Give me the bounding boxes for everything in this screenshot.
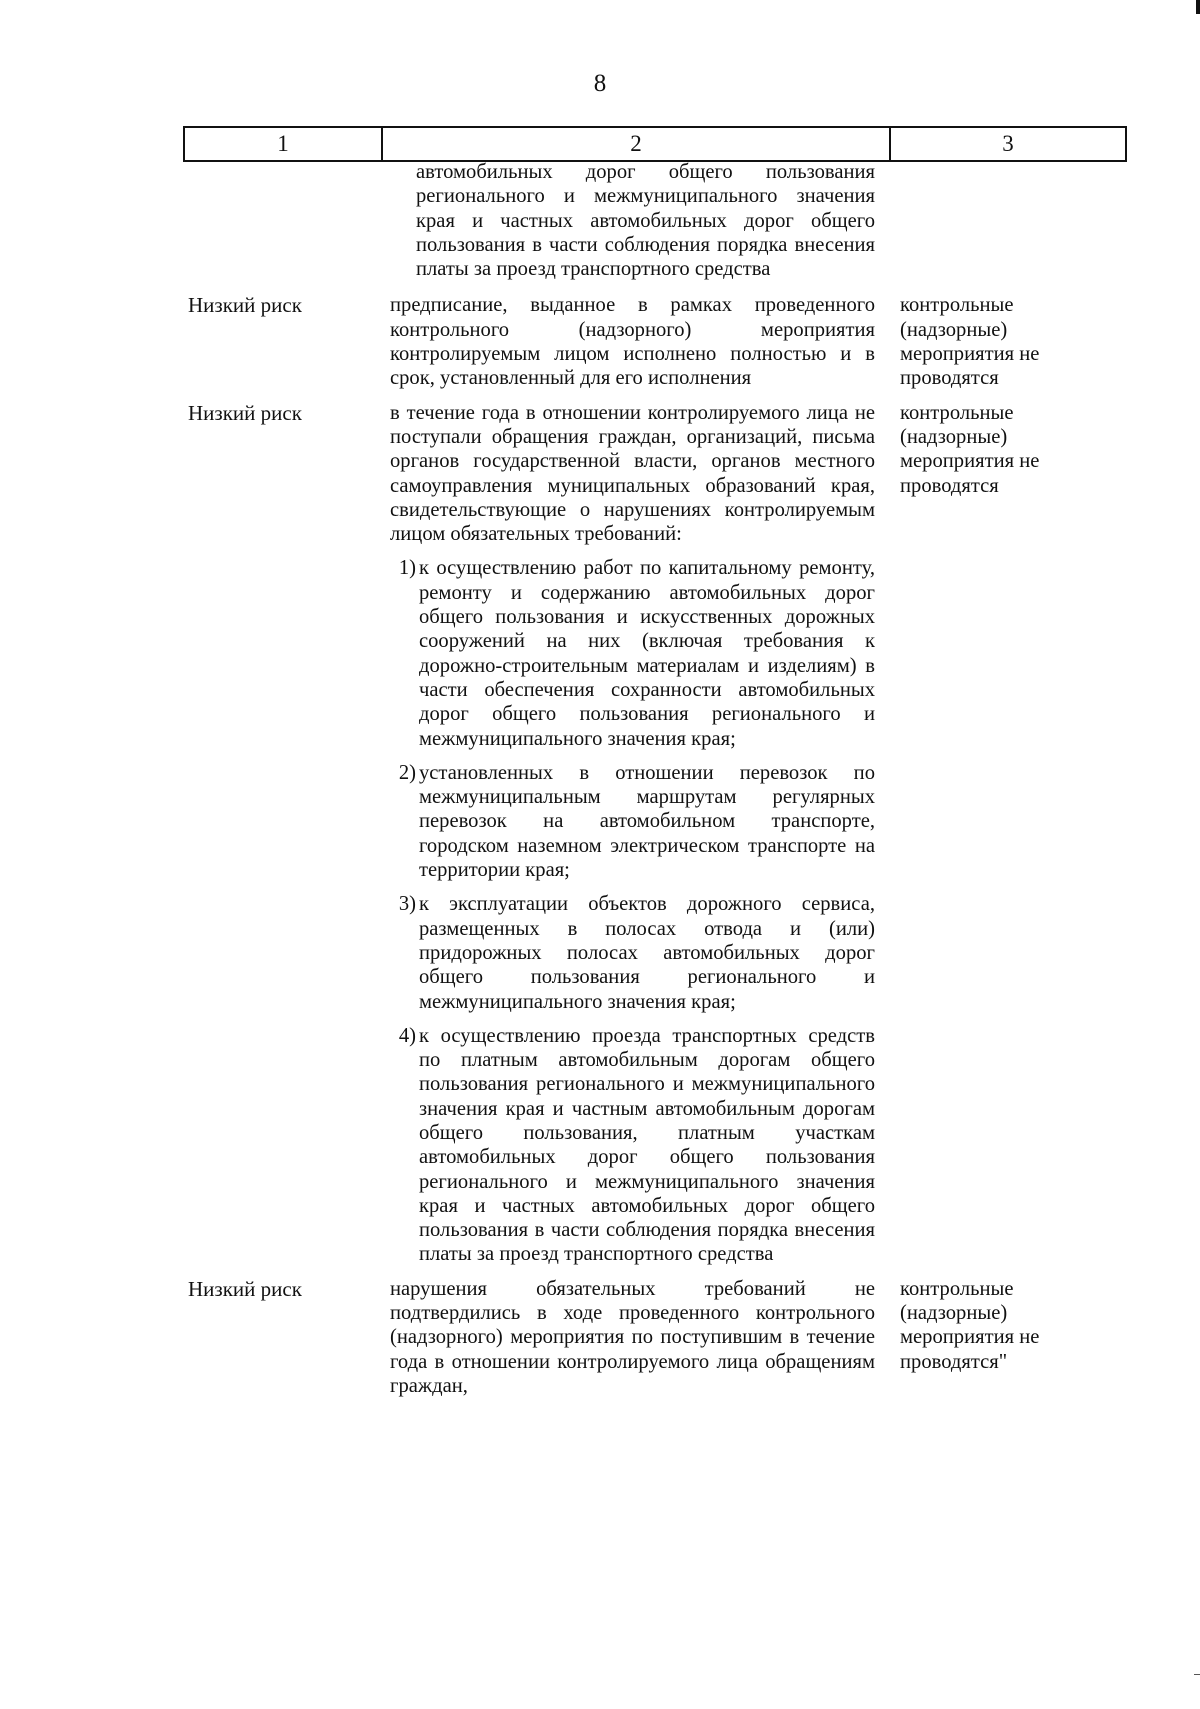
page-number: 8 xyxy=(593,70,607,97)
table-row xyxy=(0,1277,1200,1398)
criteria-cell xyxy=(390,401,875,1267)
scan-edge-dash xyxy=(1194,1674,1200,1675)
list-item-text: к осуществлению работ по капитальному ремонту, ремонту и содержанию автомобильных дорог общего пользования и искусственных дорожных сооружений на них (включая требования к дорожно-строительным материалам и изделиям) в части обеспечения сохранности автомобильных дорог общего пользования регионального и межмуниципального значения края; xyxy=(419,557,875,750)
table-header-col-2: 2 xyxy=(383,128,891,160)
list-item xyxy=(390,892,875,1013)
list-item-number: 1) xyxy=(398,557,416,580)
scan-edge-mark xyxy=(1196,0,1200,14)
list-item-text: к осуществлению проезда транспортных средств по платным автомобильным дорогам общего пользования регионального и межмуниципального значения края и частным автомобильным дорогам общего пользования, платным участкам автомобильных дорог общего пользования регионального и межмуниципального значения края и частных автомобильных дорог общего пользования в части соблюдения порядка внесения платы за проезд транспортного средства xyxy=(419,1024,875,1266)
list-item xyxy=(390,761,875,882)
list-item xyxy=(390,1024,875,1267)
action-cell xyxy=(875,160,1045,281)
list-item-number: 4) xyxy=(398,1024,416,1047)
action-cell: контрольные (надзорные) мероприятия не проводятся xyxy=(900,401,1040,497)
table-body xyxy=(0,162,1200,1408)
table-row xyxy=(0,401,1200,1267)
list-item-text: к эксплуатации объектов дорожного сервиса, размещенных в полосах отвода и (или) придорожных полосах автомобильных дорог общего пользования регионального и межмуниципального значения края; xyxy=(419,893,875,1013)
criteria-text: автомобильных дорог общего пользования регионального и межмуниципального значения края и частных автомобильных дорог общего пользования в части соблюдения порядка внесения платы за проезд транспортного средства xyxy=(416,161,875,281)
list-item-text: установленных в отношении перевозок по межмуниципальным маршрутам регулярных перевозок на автомобильном транспорте, городском наземном электрическом транспорте на территории края; xyxy=(419,761,875,882)
action-cell: контрольные (надзорные) мероприятия не проводятся" xyxy=(900,1277,1040,1373)
list-item xyxy=(390,556,875,750)
risk-cell: Низкий риск xyxy=(188,1276,302,1301)
list-item-number: 3) xyxy=(398,893,416,916)
criteria-text: в течение года в отношении контролируемого лица не поступали обращения граждан, организаций, письма органов государственной власти, органов местного самоуправления муниципальных образований края, свидетельствующие о нарушениях контролируемым лицом обязательных требований: xyxy=(390,401,875,546)
action-cell: контрольные (надзорные) мероприятия не проводятся xyxy=(900,294,1040,390)
criteria-cell xyxy=(390,160,875,281)
criteria-text: нарушения обязательных требований не подтвердились в ходе проведенного контрольного (надзорного) мероприятия по поступившим в течение года в отношении контролируемого лица обращениям граждан, xyxy=(390,1277,875,1397)
table-row xyxy=(0,160,1200,281)
criteria-cell xyxy=(390,293,875,390)
table-header-row xyxy=(183,126,1127,162)
risk-cell: Низкий риск xyxy=(188,400,302,425)
table-header-col-1: 1 xyxy=(185,128,383,160)
criteria-text: предписание, выданное в рамках проведенного контрольного (надзорного) мероприятия контролируемым лицом исполнено полностью и в срок, установленный для его исполнения xyxy=(390,294,875,390)
criteria-cell xyxy=(390,1277,875,1398)
table-row xyxy=(0,293,1200,390)
list-item-number: 2) xyxy=(398,761,416,784)
risk-cell xyxy=(0,160,390,281)
risk-cell: Низкий риск xyxy=(188,293,302,318)
table-header-col-3: 3 xyxy=(1002,131,1014,156)
